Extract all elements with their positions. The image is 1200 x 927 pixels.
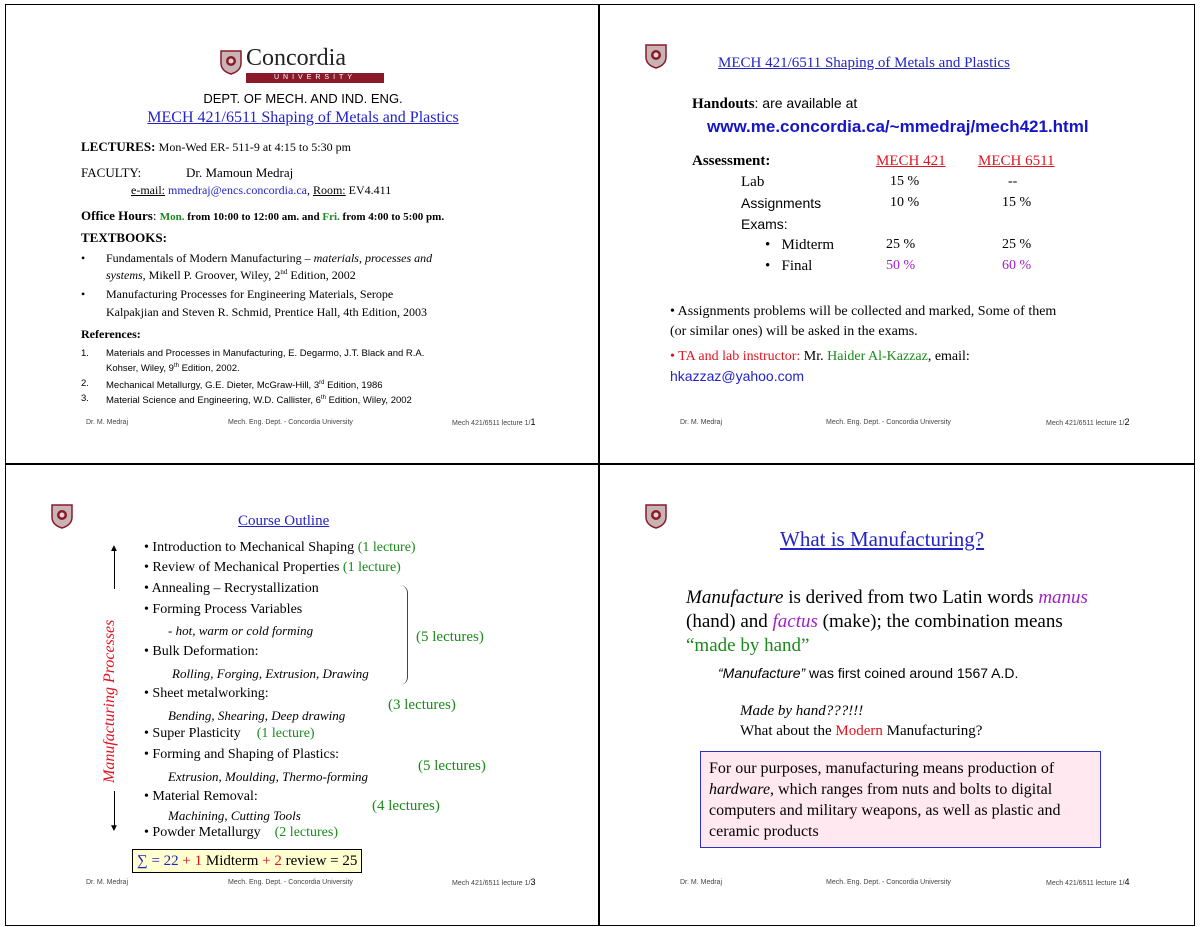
tb2-b: Kalpakjian and Steven R. Schmid, Prentice Hall, 4th Edition, 2003 (106, 305, 427, 319)
office-colon: : (152, 208, 157, 223)
footer-lecture (452, 417, 536, 427)
footer-lecture (1046, 877, 1130, 887)
ref2-sup: rd (319, 380, 325, 387)
room-value: EV4.411 (348, 183, 392, 197)
outline-item-10 (144, 825, 338, 841)
ref3-sup: th (320, 395, 326, 402)
tb1-e: Edition, 2002 (287, 268, 356, 282)
outline-item-1-text: • Introduction to Mechanical Shaping (144, 540, 358, 555)
def-manufacture: Manufacture (686, 587, 784, 608)
manufacturing-title[interactable]: What is Manufacturing? (780, 527, 985, 551)
col-mech421: MECH 421 (876, 153, 946, 169)
definition-line-3: “made by hand” (686, 635, 810, 656)
lectures-text: Mon-Wed ER- 511-9 at 4:15 to 5:30 pm (158, 140, 351, 154)
assignments-note-1: • Assignments problems will be collected and marked, Some of them (670, 304, 1057, 319)
ref1-b: Kohser, Wiley, 9 (106, 363, 174, 375)
lectures-line (81, 139, 351, 155)
handouts-url[interactable]: www.me.concordia.ca/~mmedraj/mech421.html (707, 117, 1089, 136)
footer-author: Dr. M. Medraj (680, 419, 723, 426)
outline-item-6-sub: Bending, Shearing, Deep drawing (168, 708, 346, 723)
footer-lecture-prefix: Mech 421/6511 lecture 1/ (1046, 880, 1125, 887)
ta-line (670, 349, 970, 365)
assignments-note-2: (or similar ones) will be asked in the exams. (670, 324, 918, 339)
textbook-1: • Fundamentals of Modern Manufacturing – materials, processes and systems, Mikell P. Groover, Wiley, 2nd Edition, 2002 (81, 251, 433, 282)
tb1-c: systems (106, 268, 143, 282)
row-final-v1: 50 % (886, 258, 916, 273)
definition-line-2 (686, 611, 1063, 633)
ref3-a: Material Science and Engineering, W.D. Callister, 6 (106, 395, 321, 407)
outline-item-1-extra: (1 lecture) (357, 540, 416, 555)
box-line-3: computers and military weapons, as well as plastic and (709, 802, 1061, 819)
ta-email[interactable]: hkazzaz@yahoo.com (670, 368, 805, 384)
row-label-lab: Lab (741, 174, 765, 190)
sum-sigma: ∑ = 22 (137, 853, 183, 869)
question-2 (740, 723, 982, 740)
crest-icon (645, 43, 667, 69)
footer-lecture-prefix: Mech 421/6511 lecture 1/ (452, 420, 531, 427)
office-mon: Mon. (159, 211, 185, 223)
handouts-text: : are available at (754, 95, 858, 111)
row-label-final: Final (781, 258, 813, 274)
row-label-assignments: Assignments (741, 195, 822, 211)
five-lectures-a: (5 lectures) (416, 629, 484, 645)
q2-c: Manufacturing? (882, 723, 983, 739)
footer-author: Dr. M. Medraj (680, 879, 723, 886)
arrow-down-icon: ▼ (109, 823, 119, 834)
office-mon-time: from 10:00 to 12:00 am. and (184, 211, 323, 223)
handouts-line (692, 95, 857, 113)
box-line-2: , which ranges from nuts and bolts to digital (770, 781, 1053, 798)
sum-plus1: + 1 (182, 853, 203, 869)
outline-item-3: • Annealing – Recrystallization (144, 581, 319, 596)
ref3-num: 3. (81, 393, 89, 405)
row-midterm-v2: 25 % (1002, 237, 1032, 252)
office-hours-label: Office Hours (81, 208, 153, 223)
footer-lecture-prefix: Mech 421/6511 lecture 1/ (1046, 420, 1125, 427)
tb1-a: Fundamentals of Modern Manufacturing – (106, 251, 314, 265)
coined-a: “Manufacture” (718, 665, 806, 681)
ref2-num: 2. (81, 378, 89, 390)
textbook-2: • Manufacturing Processes for Engineering Materials, Serope Kalpakjian and Steven R. Schmid, Prentice Hall, 4th Edition, 2003 (81, 287, 427, 319)
footer-lecture-prefix: Mech 421/6511 lecture 1/ (452, 880, 531, 887)
assessment-label: Assessment: (692, 153, 771, 169)
manufacturing-processes-label: Manufacturing Processes (101, 619, 118, 783)
office-fri-time: from 4:00 to 5:00 pm. (339, 211, 445, 223)
outline-item-10-text: • Powder Metallurgy (144, 825, 261, 840)
crest-icon (220, 49, 242, 75)
outline-item-4: • Forming Process Variables (144, 602, 303, 617)
row-lab-v1: 15 % (890, 174, 920, 189)
sum-review: review = 25 (281, 853, 358, 869)
lecture-sum-box (132, 849, 362, 873)
sum-plus2: + 2 (262, 853, 282, 869)
footer-lecture (1046, 417, 1130, 427)
outline-item-7 (144, 726, 315, 742)
definition-line-1 (686, 587, 1088, 609)
footer-dept: Mech. Eng. Dept. - Concordia University (826, 419, 951, 426)
def-factus: factus (772, 611, 818, 632)
handouts-label: Handouts (692, 96, 755, 112)
arrow-up-line (114, 549, 115, 589)
outline-item-2-extra: (1 lecture) (342, 560, 401, 575)
row-lab-v2: -- (1008, 174, 1018, 189)
office-fri: Fri. (322, 211, 340, 223)
reference-1 (81, 347, 424, 375)
footer-page: 2 (1124, 417, 1130, 427)
ta-bullet: • (670, 349, 679, 364)
dept-name: DEPT. OF MECH. AND IND. ENG. (203, 91, 403, 106)
footer-dept: Mech. Eng. Dept. - Concordia University (228, 419, 353, 426)
ta-mr: Mr. (800, 349, 828, 364)
faculty-name: Dr. Mamoun Medraj (186, 165, 294, 180)
footer-page: 3 (530, 877, 536, 887)
outline-item-8-sub: Extrusion, Moulding, Thermo-forming (168, 769, 369, 784)
slide-2 (599, 4, 1195, 464)
ref1-a: Materials and Processes in Manufacturing, E. Degarmo, J.T. Black and R.A. (106, 348, 425, 359)
footer-page: 1 (530, 417, 536, 427)
three-lectures: (3 lectures) (388, 697, 456, 713)
question-1: Made by hand???!!! (740, 703, 864, 719)
ref1-num: 1. (81, 348, 89, 359)
ta-email-label: , email: (927, 349, 970, 364)
email-link[interactable]: mmedraj@encs.concordia.ca (167, 183, 307, 197)
q2-a: What about the (740, 723, 836, 739)
course-outline-title[interactable]: Course Outline (238, 513, 330, 529)
row-assign-v2: 15 % (1002, 195, 1032, 210)
five-lectures-b: (5 lectures) (418, 758, 486, 774)
footer-author: Dr. M. Medraj (86, 879, 129, 886)
row-midterm: • Midterm (765, 237, 835, 253)
box-line-1: For our purposes, manufacturing means production of (709, 760, 1055, 777)
reference-list (81, 347, 424, 407)
ref2-a: Mechanical Metallurgy, G.E. Dieter, McGraw-Hill, 3 (106, 380, 320, 392)
outline-item-9: • Material Removal: (144, 789, 258, 804)
row-final-v2: 60 % (1002, 258, 1032, 273)
office-hours-line (81, 208, 444, 224)
course-title[interactable]: MECH 421/6511 Shaping of Metals and Plastics (147, 109, 459, 126)
def-p2-a: (hand) and (686, 611, 773, 632)
tb1-d: , Mikell P. Groover, Wiley, 2 (142, 268, 281, 282)
outline-item-4-sub: - hot, warm or cold forming (168, 623, 314, 638)
tb2-a: Manufacturing Processes for Engineering Materials, Serope (106, 287, 394, 301)
concordia-logo (212, 45, 384, 85)
box-hardware: hardware (709, 781, 771, 798)
ta-label: TA and lab instructor: (678, 349, 801, 364)
crest-icon (51, 503, 73, 529)
box-line-4: ceramic products (709, 823, 819, 840)
outline-item-6: • Sheet metalworking: (144, 686, 269, 701)
outline-item-1 (144, 540, 416, 556)
outline-item-5: • Bulk Deformation: (144, 644, 259, 659)
outline-item-7-extra: (1 lecture) (256, 726, 315, 741)
crest-icon (645, 503, 667, 529)
arrow-up-icon: ▲ (109, 543, 119, 554)
sum-midterm: Midterm (202, 853, 263, 869)
references-label: References: (81, 327, 141, 341)
def-p1-b: is derived from two Latin words (783, 587, 1039, 608)
row-assign-v1: 10 % (890, 195, 920, 210)
ref1-c: Edition, 2002. (178, 363, 240, 375)
logo-wordmark: Concordia (246, 45, 346, 71)
coined-b: was first coined around 1567 A.D. (805, 665, 1019, 681)
textbooks-label: TEXTBOOKS: (81, 230, 167, 245)
col-mech6511: MECH 6511 (978, 153, 1055, 169)
tb1-sup: nd (280, 268, 288, 276)
row-final: • Final (765, 258, 813, 274)
four-lectures: (4 lectures) (372, 798, 440, 814)
q2-modern: Modern (835, 723, 883, 739)
footer-lecture (452, 877, 536, 887)
definition-box (700, 751, 1101, 848)
footer-dept: Mech. Eng. Dept. - Concordia University (826, 879, 951, 886)
email-label: e-mail: (131, 183, 165, 197)
room-label: Room: (312, 183, 346, 197)
slide-3 (5, 464, 599, 926)
def-p2-c: (make); the combination means (817, 611, 1063, 632)
email-line: e-mail: mmedraj@encs.concordia.ca, Room: EV4.411 (131, 183, 392, 197)
outline-item-5-sub: Rolling, Forging, Extrusion, Drawing (172, 666, 369, 681)
faculty-label: FACULTY: (81, 165, 142, 180)
outline-item-9-sub: Machining, Cutting Tools (168, 808, 301, 823)
brace-five-lectures (398, 585, 408, 685)
ref3-b: Edition, Wiley, 2002 (325, 395, 412, 407)
footer-author: Dr. M. Medraj (86, 419, 129, 426)
tb1-b: materials, processes and (313, 251, 433, 265)
lectures-label: LECTURES: (81, 139, 156, 154)
def-manus: manus (1038, 587, 1088, 608)
reference-3 (81, 392, 424, 407)
logo-subtitle: UNIVERSITY (246, 73, 384, 83)
reference-2 (81, 377, 424, 392)
slide-2-title[interactable]: MECH 421/6511 Shaping of Metals and Plastics (718, 55, 1010, 71)
ref2-b: Edition, 1986 (324, 380, 383, 392)
outline-item-2-text: • Review of Mechanical Properties (144, 560, 343, 575)
ta-name: Haider Al-Kazzaz (827, 349, 928, 364)
slide-1 (5, 4, 599, 464)
footer-dept: Mech. Eng. Dept. - Concordia University (228, 879, 353, 886)
outline-item-7-text: • Super Plasticity (144, 726, 241, 741)
row-midterm-v1: 25 % (886, 237, 916, 252)
outline-item-2 (144, 560, 401, 576)
coined-line (718, 665, 1018, 681)
ref1-sup: th (173, 363, 179, 369)
slide-4 (599, 464, 1195, 926)
outline-item-8: • Forming and Shaping of Plastics: (144, 747, 340, 762)
outline-item-10-extra: (2 lectures) (274, 825, 338, 840)
row-label-midterm: Midterm (781, 237, 835, 253)
row-label-exams: Exams: (741, 216, 788, 232)
footer-page: 4 (1124, 877, 1130, 887)
